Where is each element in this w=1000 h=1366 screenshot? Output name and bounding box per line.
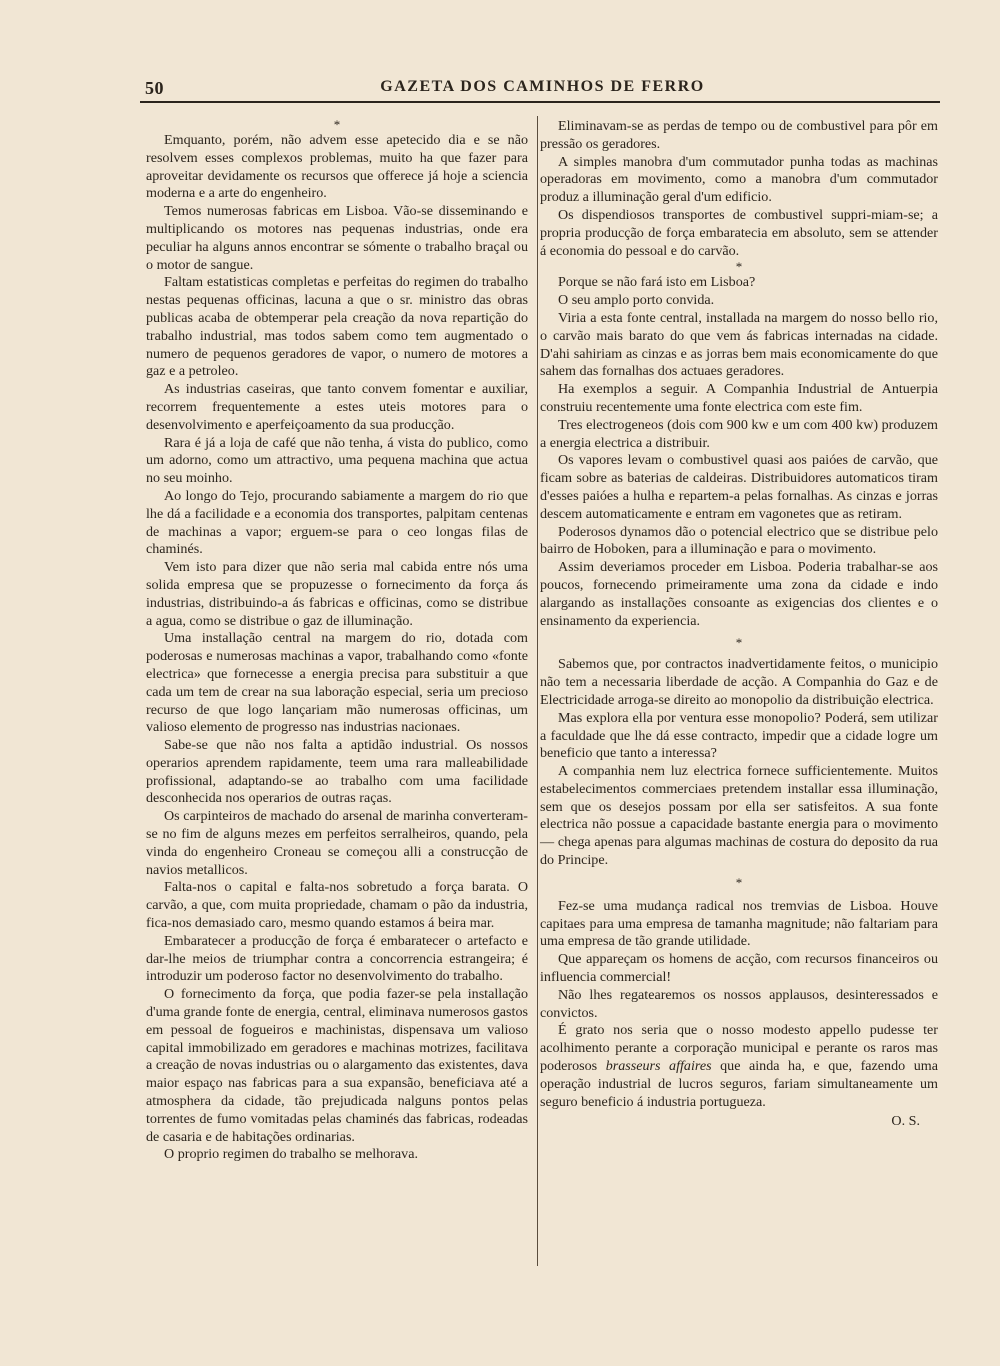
paragraph: Falta-nos o capital e falta-nos sobretudo a força barata. O carvão, a que, com muita propriedade, chamam o pão da industria, fica-nos demasiado caro, mesmo quando estamos á beira mar.	[146, 879, 528, 932]
section-separator: *	[333, 117, 341, 132]
paragraph: Não lhes regatearemos os nossos applausos, desinteressados e convictos.	[540, 986, 938, 1021]
paragraph: Temos numerosas fabricas em Lisboa. Vão-se disseminando e multiplicando os motores nas pequenas industrias, onde era peculiar ha alguns annos encontrar se sómente o trabalho braçal ou o motor de sangue.	[146, 203, 528, 273]
section-separator: *	[735, 635, 743, 651]
left-column	[146, 118, 528, 1164]
paragraph: Eliminavam-se as perdas de tempo ou de combustivel para pôr em pressão os geradores.	[540, 118, 938, 152]
paragraph: A simples manobra d'um commutador punha todas as machinas operadoras em movimento, como a manobra d'um commutador produz a illuminação geral d'um edificio.	[540, 153, 938, 206]
section-separator: *	[735, 259, 743, 275]
paragraph: Fez-se uma mudança radical nos tremvias de Lisboa. Houve capitaes para uma empresa de tamanha magnitude; não faltariam para uma empresa de tão grande utilidade.	[540, 897, 938, 950]
paragraph: Ha exemplos a seguir. A Companhia Industrial de Antuerpia construiu recentemente uma fonte electrica com este fim.	[540, 381, 938, 415]
paragraph: Os dispendiosos transportes de combustivel suppri-miam-se; a propria producção de força embaratecia em absoluto, sem se attender á economia do pessoal e do carvão.	[540, 206, 938, 259]
italic-phrase: brasseurs affaires	[605, 1058, 712, 1075]
paragraph: Os carpinteiros de machado do arsenal de marinha converteram-se no fim de alguns mezes em perfeitos serralheiros, quando, pela vinda do engenheiro Croneau se começou alli a construcção de navios metallicos.	[146, 808, 528, 878]
paragraph: Mas explora ella por ventura esse monopolio? Poderá, sem utilizar a faculdade que lhe dá esse contracto, impedir que a cidade logre um beneficio que tanto a interessa?	[540, 709, 938, 762]
page-number: 50	[145, 78, 164, 98]
paragraph: Porque se não fará isto em Lisboa?	[558, 274, 756, 291]
right-column	[540, 118, 938, 1131]
paragraph: Que appareçam os homens de acção, com recursos financeiros ou influencia commercial!	[540, 951, 938, 986]
paragraph: Vem isto para dizer que não seria mal cabida entre nós uma solida empresa que se propuzesse o fornecimento da força ás industrias, distribuindo-a ás fabricas e officinas, como se distribue a agua, como se distribue o gaz de illuminação.	[146, 559, 528, 629]
closing-paragraph	[540, 1022, 938, 1111]
spacer	[540, 890, 938, 898]
paragraph: Faltam estatisticas completas e perfeitas do regimen do trabalho nestas pequenas officinas, lacuna a que o sr. ministro das obras publicas acaba de obtemperar pela creação da nova repartição do trabalho industrial, mas todos sabem como tem augmentado o numero de pequenos geradores de vapor, o numero de motores a gaz e a petroleo.	[146, 274, 528, 380]
header-rule	[140, 101, 940, 103]
paragraph: Sabe-se que não nos falta a aptidão industrial. Os nossos operarios aprendem rapidamente, teem uma rara malleabilidade profissional, adaptando-se ao trabalho com uma facilidade desconhecida nos operarios de outras raças.	[146, 737, 528, 807]
paragraph: Rara é já a loja de café que não tenha, á vista do publico, como um adorno, como um attractivo, uma pequena machina que actua no seu moinho.	[146, 434, 528, 487]
closing-text: que ainda ha, e que, fazendo uma operação industrial de lucros seguros, fariam simultaneamente um seguro beneficio á industria portugueza.	[540, 1058, 938, 1110]
paragraph: Uma installação central na margem do rio, dotada com poderosas e numerosas machinas a vapor, trabalhando como «fonte electrica» que fornecesse a energia precisa para substituir a que cada um tem de crear na sua laboração especial, seria um precioso recurso de que logo lançariam mão numerosas officinas, um valioso elemento de progresso nas industrias nacionaes.	[146, 630, 528, 736]
author-signature: O. S.	[891, 1113, 920, 1130]
paragraph: Ao longo do Tejo, procurando sabiamente a margem do rio que lhe dá a facilidade e a economia dos transportes, palpitam centenas de machinas a vapor; erguem-se para o ceo longas filas de chaminés.	[146, 487, 528, 558]
paragraph: Assim deveriamos proceder em Lisboa. Poderia trabalhar-se aos poucos, fornecendo primeiramente uma zona da cidade e indo alargando as installações consoante as exigencias dos clientes e o ensinamento da experiencia.	[540, 559, 938, 629]
paragraph: A companhia nem luz electrica fornece sufficientemente. Muitos estabelecimentos commerciaes pretendem installar essa illuminação, sem que os desejos possam por ella ser satisfeitos. A sua fonte electrica não possue a capacidade bastante energia para o movimento — chega apenas para algumas machinas de costura do deposito da rua do Principe.	[540, 763, 938, 869]
paragraph: As industrias caseiras, que tanto convem fomentar e auxiliar, recorrem frequentemente a estes uteis motores para o desenvolvimento e aperfeiçoamento da sua producção.	[146, 381, 528, 433]
paragraph: O fornecimento da força, que podia fazer-se pela installação d'uma grande fonte de energia, central, eliminava numerosos gastos em pessoal de fogueiros e machinistas, dispensava um valioso capital immobilizado em geradores e machinas motrizes, facilitava a creação de novas industrias ou o alargamento das existentes, dava maior espaço nas fabricas para a sua expansão, beneficiava até a atmosphera da cidade, tão prejudicada nalguns pontos pelas torrentes de fumo vomitadas pelas chaminés das fabricas, rodeadas de casaria e de habitações ordinarias.	[146, 986, 528, 1145]
section-separator: *	[735, 874, 743, 890]
paragraph: Sabemos que, por contractos inadvertidamente feitos, o municipio não tem a necessaria liberdade de acção. A Companhia do Gaz e de Electricidade arroga-se direito ao monopolio da distribuição electrica.	[540, 656, 938, 708]
paragraph: O proprio regimen do trabalho se melhorava.	[164, 1146, 418, 1163]
paragraph: Tres electrogeneos (dois com 900 kw e um com 400 kw) produzem a energia electrica a distribuir.	[540, 416, 938, 451]
closing-text: É grato nos seria que o nosso modesto appello pudesse ter acolhimento perante a corporação municipal e perante os raros mas poderosos	[540, 1022, 938, 1075]
paragraph: Os vapores levam o combustivel quasi aos paióes de carvão, que ficam sobre as baterias de caldeiras. Distribuidores automaticos tiram d'esses paióes a hulha e repartem-a pelas fornalhas. As cinzas e jorras descem automaticamente e entram em vagonetes que as retiram.	[540, 452, 938, 522]
paragraph: Viria a esta fonte central, installada na margem do nosso bello rio, o carvão mais barato do que vem ás fabricas internadas na cidade. D'ahi sahiriam as cinzas e as jorras bem mais economicamente do que sahem das fornalhas dos actuaes geradores.	[540, 309, 938, 380]
paragraph: Poderosos dynamos dão o potencial electrico que se distribue pelo bairro de Hoboken, para a illuminação e para o movimento.	[540, 523, 938, 558]
paragraph: Emquanto, porém, não advem esse apetecido dia e se não resolvem esses complexos problemas, muito ha que fazer para aproveitar devidamente os recursos que offerece já hoje a sciencia moderna e a arte do engenheiro.	[146, 132, 528, 202]
page-header	[145, 78, 940, 100]
paragraph: Embaratecer a producção de força é embaratecer o artefacto e dar-lhe meios de triumphar contra a concorrencia estrangeira; é introduzir um poderoso factor no desenvolvimento do trabalho.	[146, 932, 528, 985]
column-divider	[537, 116, 538, 1266]
paragraph: O seu amplo porto convida.	[558, 292, 715, 309]
running-title: GAZETA DOS CAMINHOS DE FERRO	[380, 78, 705, 95]
